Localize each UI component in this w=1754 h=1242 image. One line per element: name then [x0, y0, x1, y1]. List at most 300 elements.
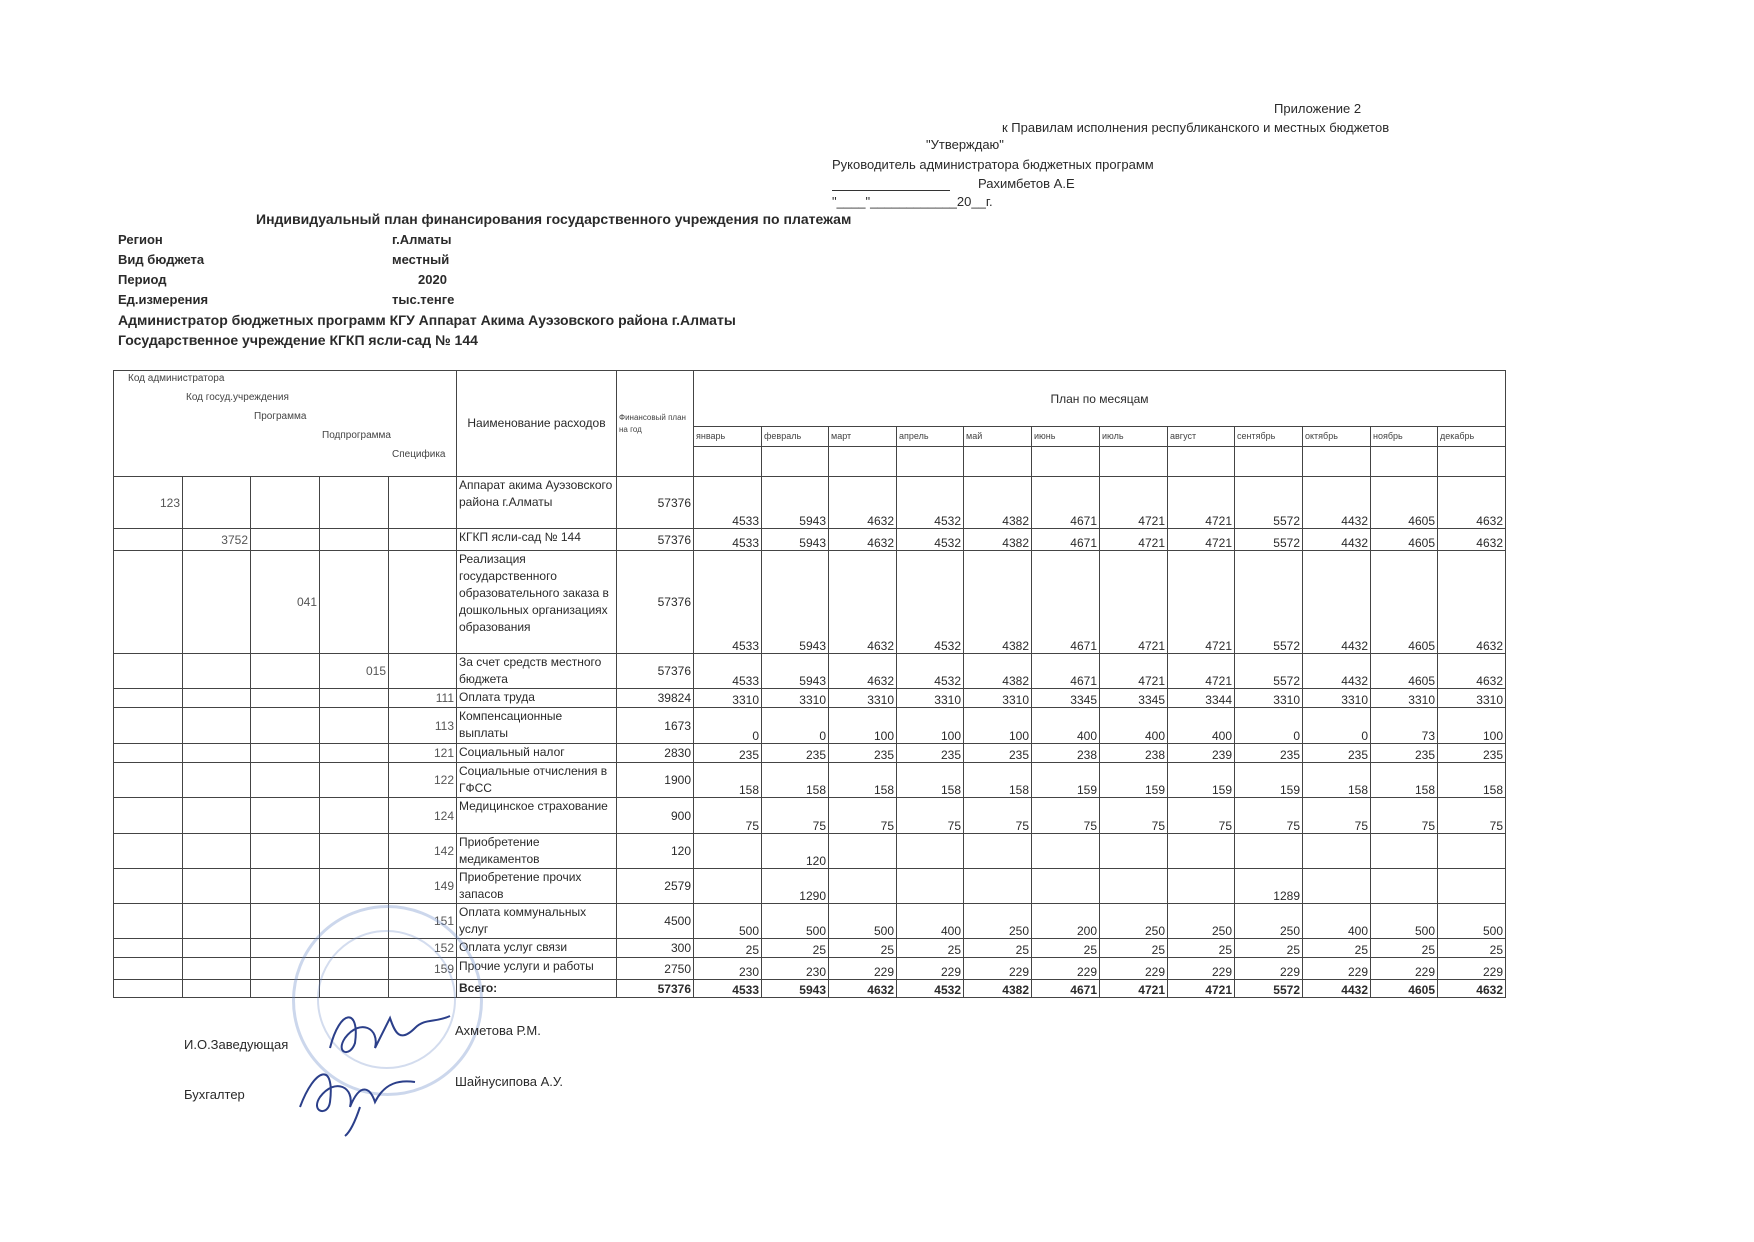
month-value-cell	[964, 834, 1032, 869]
month-value-cell: 4632	[1438, 551, 1506, 654]
annual-total-cell: 39824	[617, 689, 694, 708]
table-row	[114, 551, 1506, 654]
annual-total-cell: 300	[617, 939, 694, 958]
month-value-cell: 5943	[762, 551, 829, 654]
code-cell	[114, 529, 183, 551]
month-value-cell: 158	[829, 763, 897, 798]
month-value-cell: 0	[694, 708, 762, 744]
month-value-cell: 1289	[1235, 869, 1303, 904]
code-cell	[251, 529, 320, 551]
expense-name-cell: КГКП ясли-сад № 144	[457, 529, 617, 551]
code-cell	[114, 744, 183, 763]
code-cell	[114, 708, 183, 744]
code-cell	[183, 477, 251, 529]
code-cell	[183, 708, 251, 744]
annual-total-cell: 57376	[617, 529, 694, 551]
code-cell	[320, 689, 389, 708]
info-label-region: Регион	[118, 232, 163, 247]
month-value-cell: 1290	[762, 869, 829, 904]
code-cell	[114, 980, 183, 998]
month-value-cell: 4671	[1032, 551, 1100, 654]
total-month-cell: 4721	[1100, 980, 1168, 998]
month-value-cell: 235	[964, 744, 1032, 763]
month-value-cell: 120	[762, 834, 829, 869]
month-value-cell: 4432	[1303, 477, 1371, 529]
month-header: июль	[1100, 427, 1168, 447]
month-value-cell: 4605	[1371, 529, 1438, 551]
appendix-label: Приложение 2	[1274, 101, 1362, 116]
financing-plan-table	[113, 370, 1506, 998]
head-name: Рахимбетов А.Е	[978, 176, 1075, 191]
code-cell	[320, 551, 389, 654]
month-value-cell: 4533	[694, 654, 762, 689]
month-value-cell: 4382	[964, 551, 1032, 654]
month-value-cell: 230	[762, 958, 829, 980]
approve-label: "Утверждаю"	[926, 137, 1004, 152]
month-value-cell: 75	[1100, 798, 1168, 834]
code-header-subprogram: Подпрограмма	[322, 430, 391, 441]
month-value-cell: 500	[1438, 904, 1506, 939]
annual-total-cell: 1673	[617, 708, 694, 744]
code-cell	[320, 708, 389, 744]
table-body	[114, 477, 1506, 998]
code-cell	[320, 763, 389, 798]
month-blank-cell	[762, 447, 829, 477]
month-value-cell: 75	[1032, 798, 1100, 834]
month-value-cell: 4533	[694, 477, 762, 529]
month-value-cell	[1100, 869, 1168, 904]
month-header: февраль	[762, 427, 829, 447]
code-cell	[320, 477, 389, 529]
month-value-cell: 4721	[1100, 654, 1168, 689]
month-value-cell: 5943	[762, 529, 829, 551]
month-value-cell: 4632	[829, 654, 897, 689]
code-cell	[320, 744, 389, 763]
code-header-admin: Код администратора	[128, 373, 225, 384]
month-value-cell: 0	[1235, 708, 1303, 744]
month-value-cell: 100	[829, 708, 897, 744]
month-value-cell: 159	[1100, 763, 1168, 798]
month-value-cell: 238	[1032, 744, 1100, 763]
annual-total-cell: 4500	[617, 904, 694, 939]
month-value-cell	[1032, 869, 1100, 904]
code-cell	[114, 763, 183, 798]
month-value-cell: 0	[762, 708, 829, 744]
month-value-cell: 4721	[1168, 654, 1235, 689]
total-month-cell: 4532	[897, 980, 964, 998]
table-row	[114, 529, 1506, 551]
month-value-cell: 5943	[762, 477, 829, 529]
code-header-cell	[114, 371, 457, 477]
month-value-cell: 25	[762, 939, 829, 958]
code-cell	[114, 798, 183, 834]
code-cell	[251, 763, 320, 798]
month-value-cell: 4632	[1438, 654, 1506, 689]
code-cell: 015	[320, 654, 389, 689]
code-cell	[320, 529, 389, 551]
expense-name-cell: За счет средств местного бюджета	[457, 654, 617, 689]
month-value-cell: 4533	[694, 529, 762, 551]
month-blank-cell	[829, 447, 897, 477]
code-cell: 111	[389, 689, 457, 708]
month-value-cell: 235	[762, 744, 829, 763]
month-value-cell: 4532	[897, 551, 964, 654]
info-label-period: Период	[118, 272, 167, 287]
month-value-cell: 500	[829, 904, 897, 939]
total-month-cell: 4605	[1371, 980, 1438, 998]
month-value-cell: 25	[829, 939, 897, 958]
month-value-cell: 158	[897, 763, 964, 798]
administrator-line: Администратор бюджетных программ КГУ Аппарат Акима Ауэзовского района г.Алматы	[118, 312, 736, 328]
table-row	[114, 708, 1506, 744]
expense-name-cell: Приобретение прочих запасов	[457, 869, 617, 904]
code-cell	[114, 689, 183, 708]
expense-name-cell: Реализация государственного образовательного заказа в дошкольных организациях образования	[457, 551, 617, 654]
code-cell	[183, 551, 251, 654]
month-blank-cell	[1235, 447, 1303, 477]
month-blank-cell	[1438, 447, 1506, 477]
month-value-cell: 400	[1168, 708, 1235, 744]
fin-header: Финансовый план на год	[617, 371, 694, 477]
month-blank-cell	[1371, 447, 1438, 477]
head-title: Руководитель администратора бюджетных программ	[832, 157, 1154, 172]
info-value-budget: местный	[392, 252, 450, 267]
month-value-cell: 4721	[1168, 477, 1235, 529]
month-header: октябрь	[1303, 427, 1371, 447]
month-blank-cell	[1168, 447, 1235, 477]
month-value-cell: 75	[829, 798, 897, 834]
table-row	[114, 654, 1506, 689]
month-value-cell: 4533	[694, 551, 762, 654]
month-value-cell	[829, 834, 897, 869]
code-cell: 159	[389, 958, 457, 980]
code-header-institution: Код госуд.учреждения	[186, 392, 289, 403]
month-value-cell	[1371, 869, 1438, 904]
month-value-cell: 4382	[964, 477, 1032, 529]
annual-total-cell: 1900	[617, 763, 694, 798]
month-value-cell	[897, 834, 964, 869]
month-value-cell: 4605	[1371, 654, 1438, 689]
month-value-cell: 4382	[964, 529, 1032, 551]
accountant-handwritten-signature	[290, 1052, 440, 1137]
month-blank-cell	[1100, 447, 1168, 477]
month-value-cell: 3310	[829, 689, 897, 708]
month-value-cell: 4532	[897, 654, 964, 689]
month-value-cell: 25	[1168, 939, 1235, 958]
month-value-cell: 25	[1438, 939, 1506, 958]
month-value-cell: 235	[1371, 744, 1438, 763]
head-signature-line	[832, 176, 950, 191]
month-value-cell: 3310	[762, 689, 829, 708]
code-header-specific: Специфика	[392, 449, 446, 460]
month-value-cell: 229	[1100, 958, 1168, 980]
code-header-program: Программа	[254, 411, 307, 422]
month-value-cell: 200	[1032, 904, 1100, 939]
month-value-cell: 75	[1235, 798, 1303, 834]
code-cell: 123	[114, 477, 183, 529]
code-cell	[320, 869, 389, 904]
month-value-cell: 4532	[897, 529, 964, 551]
expense-name-cell: Медицинское страхование	[457, 798, 617, 834]
table-row	[114, 763, 1506, 798]
code-cell	[183, 958, 251, 980]
code-cell	[320, 798, 389, 834]
month-header: сентябрь	[1235, 427, 1303, 447]
month-value-cell: 239	[1168, 744, 1235, 763]
date-line: "____"____________20__г.	[832, 194, 993, 209]
expense-name-cell: Социальный налог	[457, 744, 617, 763]
month-value-cell: 229	[1371, 958, 1438, 980]
month-value-cell: 235	[897, 744, 964, 763]
month-value-cell	[897, 869, 964, 904]
month-value-cell: 25	[964, 939, 1032, 958]
expense-name-cell: Приобретение медикаментов	[457, 834, 617, 869]
annual-total-cell: 57376	[617, 551, 694, 654]
expense-name-cell: Оплата услуг связи	[457, 939, 617, 958]
month-value-cell: 250	[1100, 904, 1168, 939]
month-value-cell: 4605	[1371, 477, 1438, 529]
table-row	[114, 477, 1506, 529]
month-value-cell: 75	[1438, 798, 1506, 834]
month-value-cell: 250	[1235, 904, 1303, 939]
code-cell	[183, 869, 251, 904]
month-value-cell: 5943	[762, 654, 829, 689]
month-value-cell: 75	[897, 798, 964, 834]
month-value-cell: 158	[762, 763, 829, 798]
month-blank-cell	[964, 447, 1032, 477]
code-cell	[251, 904, 320, 939]
month-value-cell: 3310	[1438, 689, 1506, 708]
month-value-cell: 4721	[1100, 529, 1168, 551]
expense-name-cell: Прочие услуги и работы	[457, 958, 617, 980]
month-value-cell: 235	[1303, 744, 1371, 763]
code-cell	[114, 654, 183, 689]
month-value-cell: 4432	[1303, 529, 1371, 551]
month-value-cell: 229	[1303, 958, 1371, 980]
month-value-cell: 159	[1235, 763, 1303, 798]
code-cell: 142	[389, 834, 457, 869]
code-cell	[183, 904, 251, 939]
total-month-cell: 4432	[1303, 980, 1371, 998]
month-header: март	[829, 427, 897, 447]
signature-head-name: Ахметова Р.М.	[455, 1023, 541, 1038]
code-cell	[389, 654, 457, 689]
code-cell: 124	[389, 798, 457, 834]
table-row	[114, 798, 1506, 834]
month-value-cell: 4432	[1303, 654, 1371, 689]
code-cell	[114, 958, 183, 980]
total-month-cell: 4533	[694, 980, 762, 998]
month-header: январь	[694, 427, 762, 447]
expense-name-cell: Компенсационные выплаты	[457, 708, 617, 744]
month-value-cell: 3310	[694, 689, 762, 708]
month-value-cell: 0	[1303, 708, 1371, 744]
month-value-cell: 158	[694, 763, 762, 798]
code-cell: 151	[389, 904, 457, 939]
info-label-budget: Вид бюджета	[118, 252, 205, 267]
code-cell	[183, 689, 251, 708]
month-blank-cell	[694, 447, 762, 477]
code-cell	[251, 708, 320, 744]
month-value-cell: 229	[964, 958, 1032, 980]
month-value-cell: 75	[694, 798, 762, 834]
month-value-cell: 235	[694, 744, 762, 763]
month-value-cell: 4432	[1303, 551, 1371, 654]
code-cell	[251, 834, 320, 869]
table-row	[114, 689, 1506, 708]
annual-total-cell: 2830	[617, 744, 694, 763]
month-value-cell	[1168, 869, 1235, 904]
month-value-cell: 158	[1371, 763, 1438, 798]
month-value-cell: 5572	[1235, 477, 1303, 529]
month-value-cell: 4632	[829, 551, 897, 654]
month-value-cell: 159	[1168, 763, 1235, 798]
month-value-cell	[1371, 834, 1438, 869]
month-value-cell: 75	[964, 798, 1032, 834]
month-value-cell	[829, 869, 897, 904]
code-cell: 122	[389, 763, 457, 798]
month-value-cell: 4532	[897, 477, 964, 529]
total-label-cell: Всего:	[457, 980, 617, 998]
code-cell	[114, 869, 183, 904]
total-month-cell: 4671	[1032, 980, 1100, 998]
code-cell	[183, 744, 251, 763]
annual-total-cell: 57376	[617, 654, 694, 689]
month-value-cell: 25	[897, 939, 964, 958]
total-annual-cell: 57376	[617, 980, 694, 998]
code-cell	[251, 744, 320, 763]
annual-total-cell: 120	[617, 834, 694, 869]
month-value-cell: 229	[1438, 958, 1506, 980]
signature-head-role: И.О.Заведующая	[184, 1037, 289, 1052]
code-cell	[251, 869, 320, 904]
month-value-cell: 4721	[1100, 477, 1168, 529]
month-value-cell: 400	[1100, 708, 1168, 744]
month-value-cell	[694, 834, 762, 869]
code-cell	[114, 834, 183, 869]
month-value-cell: 3345	[1100, 689, 1168, 708]
code-cell: 3752	[183, 529, 251, 551]
month-value-cell	[964, 869, 1032, 904]
month-value-cell: 229	[829, 958, 897, 980]
month-value-cell: 4721	[1168, 529, 1235, 551]
document-title: Индивидуальный план финансирования государственного учреждения по платежам	[256, 211, 852, 227]
month-value-cell: 229	[1032, 958, 1100, 980]
month-value-cell	[1168, 834, 1235, 869]
plan-header: План по месяцам	[694, 371, 1506, 427]
month-header: июнь	[1032, 427, 1100, 447]
month-value-cell: 4382	[964, 654, 1032, 689]
code-cell: 041	[251, 551, 320, 654]
signature-accountant-role: Бухгалтер	[184, 1087, 245, 1102]
month-value-cell	[694, 869, 762, 904]
month-value-cell: 4632	[829, 529, 897, 551]
total-month-cell: 5943	[762, 980, 829, 998]
code-cell: 152	[389, 939, 457, 958]
month-value-cell: 238	[1100, 744, 1168, 763]
month-value-cell	[1303, 834, 1371, 869]
code-cell	[183, 654, 251, 689]
month-value-cell: 25	[1235, 939, 1303, 958]
total-month-cell: 4721	[1168, 980, 1235, 998]
month-value-cell: 500	[694, 904, 762, 939]
month-value-cell: 73	[1371, 708, 1438, 744]
month-value-cell: 75	[1371, 798, 1438, 834]
code-cell	[389, 477, 457, 529]
info-value-period: 2020	[418, 272, 447, 287]
code-cell	[183, 798, 251, 834]
month-value-cell: 100	[897, 708, 964, 744]
code-cell	[114, 904, 183, 939]
month-value-cell: 250	[964, 904, 1032, 939]
header-row-top	[114, 371, 1506, 427]
month-value-cell: 3310	[1235, 689, 1303, 708]
month-value-cell: 5572	[1235, 529, 1303, 551]
month-blank-cell	[1303, 447, 1371, 477]
month-value-cell	[1235, 834, 1303, 869]
code-cell	[183, 939, 251, 958]
code-cell	[183, 980, 251, 998]
month-value-cell: 500	[1371, 904, 1438, 939]
month-value-cell: 3310	[964, 689, 1032, 708]
month-value-cell: 400	[1032, 708, 1100, 744]
month-value-cell: 400	[897, 904, 964, 939]
code-cell	[183, 763, 251, 798]
signature-accountant-name: Шайнусипова А.У.	[455, 1074, 563, 1089]
code-cell	[114, 939, 183, 958]
institution-line: Государственное учреждение КГКП ясли-сад № 144	[118, 332, 478, 348]
month-value-cell: 100	[1438, 708, 1506, 744]
code-cell	[320, 834, 389, 869]
month-header: август	[1168, 427, 1235, 447]
annual-total-cell: 57376	[617, 477, 694, 529]
month-value-cell: 25	[1032, 939, 1100, 958]
total-month-cell: 5572	[1235, 980, 1303, 998]
table-row	[114, 834, 1506, 869]
month-value-cell: 4671	[1032, 477, 1100, 529]
info-value-unit: тыс.тенге	[392, 292, 455, 307]
month-value-cell: 500	[762, 904, 829, 939]
month-value-cell	[1100, 834, 1168, 869]
code-cell: 149	[389, 869, 457, 904]
month-value-cell: 159	[1032, 763, 1100, 798]
code-cell: 113	[389, 708, 457, 744]
code-cell	[389, 551, 457, 654]
month-value-cell: 235	[1438, 744, 1506, 763]
table-row	[114, 869, 1506, 904]
month-value-cell: 3310	[897, 689, 964, 708]
month-blank-cell	[1032, 447, 1100, 477]
month-value-cell: 4671	[1032, 654, 1100, 689]
month-value-cell: 229	[1235, 958, 1303, 980]
info-value-region: г.Алматы	[392, 232, 452, 247]
month-blank-cell	[897, 447, 964, 477]
month-value-cell: 158	[1438, 763, 1506, 798]
month-value-cell: 4721	[1100, 551, 1168, 654]
month-value-cell: 5572	[1235, 551, 1303, 654]
month-value-cell: 250	[1168, 904, 1235, 939]
month-value-cell: 158	[964, 763, 1032, 798]
month-value-cell: 75	[1303, 798, 1371, 834]
month-value-cell: 5572	[1235, 654, 1303, 689]
total-month-cell: 4382	[964, 980, 1032, 998]
name-header: Наименование расходов	[457, 371, 617, 477]
month-value-cell: 235	[829, 744, 897, 763]
code-cell	[114, 551, 183, 654]
month-value-cell: 25	[694, 939, 762, 958]
annual-total-cell: 2579	[617, 869, 694, 904]
month-value-cell: 400	[1303, 904, 1371, 939]
